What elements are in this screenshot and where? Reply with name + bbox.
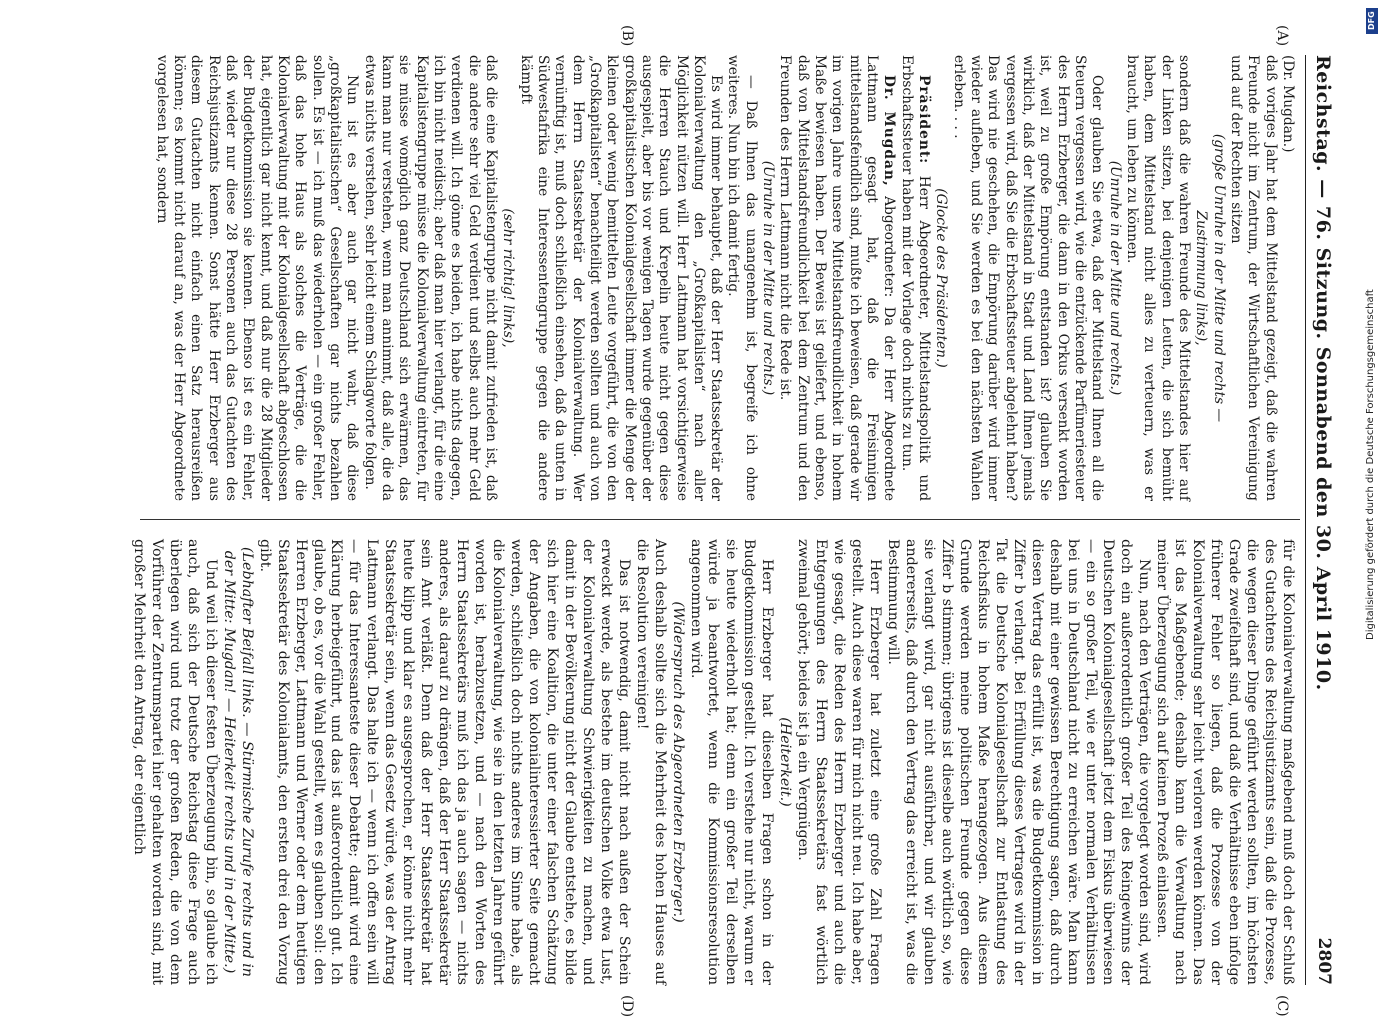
left_column-paragraph <box>360 55 499 501</box>
right_column-paragraph <box>1152 539 1296 985</box>
left_column-paragraph <box>1227 55 1279 501</box>
right_column-paragraph <box>255 539 632 985</box>
margin-marker-c: (C) <box>1274 995 1290 1017</box>
paragraph-text: Nun, nach den Verträgen, die vorgelegt worden sind, wird doch ein außerordentlich großer Teil des Reingewinns der Deutschen Kolonialgesellschaft jetzt dem Fiskus überwiesen — ein so großer Teil, wie er unter normalen Verhältnissen bei uns in Deutschland nicht zu erreichen wäre. Man kann deshalb mit einer gewissen Berechtigung sagen, daß durch diesen Vertrag das erfüllt ist, was die Budgetkommission in Ziffer b verlangt. Bei Erfüllung dieses Vertrages wird in der Tat die Deutsche Kolonialgesellschaft zur Entlastung des Reichsfiskus in hohem Maße herangezogen. Aus diesem Grunde werden meine politischen Freunde gegen diese Ziffer b stimmen; übrigens ist dieselbe auch wörtlich so, wie sie verlangt wird, gar nicht ausführbar, und wir glauben andererseits, daß durch den Vertrag das erreicht ist, was die Bestimmung will. <box>885 539 1153 985</box>
paragraph-text: Herr Erzberger hat dieselben Fragen schon in der Budgetkommission gestellt. Ich verstehe nur nicht, warum er sie heute wiederholt hat; denn ein großer Teil derselben würde ja beantwortet, wenn die Kommissionsresolution angenommen wird. <box>687 539 776 985</box>
paragraph-text: (Unruhe in der Mitte und rechts.) <box>1106 160 1123 396</box>
paragraph-text: daß voriges Jahr hat dem Mittelstand gezeigt, daß die wahren Freunde nicht im Zentrum, der Wirtschaftlichen Vereinigung und auf der Rechten sitzen <box>1228 55 1279 501</box>
margin-marker-d: (D) <box>619 995 635 1017</box>
paragraph-text: sondern daß die wahren Freunde des Mittelstandes hier auf der Linken sitzen, bei denjenigen Leuten, die sich bemüht haben, dem Mittelstand nicht alles zu verteuern, was er braucht, um leben zu können. <box>1124 55 1193 501</box>
paragraph-text: Herr Erzberger hat zuletzt eine große Zahl Fragen gestellt. Auch diese waren für mich nicht neu. Ich habe aber, wie gesagt, die Reden des Herrn Erzberger und auch die Entgegnungen des Herrn Staatssekretärs fast wörtlich zweimal gehört; beides ist ja ein Vergnügen. <box>795 539 884 985</box>
left_column-paragraph <box>949 55 1105 501</box>
paragraph-text: Herr Abgeordneter, Mittelstandspolitik und Erbschaftssteuer haben mit der Vorlage doch nichts zu tun. <box>898 55 933 501</box>
margin-marker-b: (B) <box>619 25 635 47</box>
paragraph-text: (Heiterkeit.) <box>777 717 794 807</box>
left_column-paragraph <box>776 55 897 501</box>
speaker-name: Präsident: <box>916 75 933 165</box>
paragraph-text: (große Unruhe in der Mitte und rechts — <box>1210 133 1227 423</box>
speaker-name: Dr. Mugdan, <box>881 75 898 187</box>
paragraph-text: (Unruhe in der Mitte und rechts.) <box>760 160 777 396</box>
paragraph-text: Und weil ich dieser festen Überzeugung bin, so glaube ich auch, daß sich der Deutsche Reichstag diese Frage auch überlegen wird und trotz der großen Reden, die von dem Vorführer der Zentrumspartei hier gehalten worden sind, mit großer Mehrheit den Antrag, der eigentlich <box>131 539 219 985</box>
left_column-paragraph <box>724 55 759 501</box>
paragraph-text: (Dr. Mugdan.) <box>1280 55 1296 153</box>
paragraph-text: für die Kolonialverwaltung maßgebend muß doch der Schluß des Gutachtens des Reichsjustizamts sein, daß die Prozesse, die wegen dieser Dinge geführt werden sollten, im höchsten Grade zweifelhaft sind, und daß die Verhältnisse eben infolge früherer Fehler so liegen, daß die Prozesse von der Kolonialverwaltung sehr leicht verloren werden können. Das ist das Maßgebende; deshalb kann die Verwaltung nach meiner Überzeugung sich auf keinen Prozeß einlassen. <box>1154 539 1296 985</box>
dfg-notice: Digitalisierung gefördert durch die Deutsche Forschungsgemeinschaft <box>1365 289 1376 640</box>
paragraph-text: Oder glauben Sie etwa, daß der Mittelstand Ihnen all die Steuern vergessen wird, wie die entzückende Parfümeriesteuer des Herrn Erzberger, die dann in den Orkus versenkt worden ist, weil zu große Empörung entstanden ist? glauben Sie wirklich, daß der Mittelstand in Stadt und Land Ihnen jemals vergessen wird, daß Sie die Erbschaftssteuer abgelehnt haben? Das wird nie geschehen, die Empörung darüber wird immer wieder aufleben, und Sie werden es bei den nächsten Wahlen erleben. . . . <box>950 55 1106 501</box>
dfg-logo: DFG <box>1366 8 1378 34</box>
right-column <box>129 539 1296 985</box>
right_column-paragraph <box>883 539 1152 985</box>
left_column-paragraph <box>1192 55 1209 501</box>
rotated-page <box>100 25 1340 1017</box>
paragraph-text: Das ist notwendig, damit nicht nach außen der Schein erweckt werde, als bestehe im deutschen Volke etwa Lust, der Kolonialverwaltung Schwierigkeiten zu machen, und damit in der Bevölkerung nicht der Glaube entstehe, es bilde sich hier eine Koalition, die unter einer falschen Schätzung der Angaben, die von kolonialinteressierter Seite gemacht werden, schließlich doch nichts anderes im Sinne habe, als die Kolonialverwaltung, wie sie in den letzten Jahren geführt worden ist, herabzusetzen, und — nach den Worten des Herrn Staatssekretärs muß ich das ja auch sagen — nichts anderes, als darauf zu drängen, daß der Herr Staatssekretär sein Amt verläßt. Denn daß der Herr Staatssekretär hat heute klipp und klar es ausgesprochen, er könne nicht mehr Staatssekretär sein, wenn das Gesetz würde, was der Antrag Lattmann verlangt. Das halte ich — wenn ich offen sein will — für das Interessanteste dieser Debatte; damit wird eine Klärung herbeigeführt, und das ist außerordentlich gut. Ich glaube, ob es, vor die Wahl gestellt, wem es glauben soll: den Herren Erzberger, Lattmann und Werner oder dem heutigen Staatssekretär des Kolonialamts, den ersten drei den Vorzug gibt. <box>256 539 632 985</box>
left_column-paragraph <box>1209 55 1226 501</box>
paragraph-text: Auch deshalb sollte sich die Mehrheit des hohen Hauses auf die Resolution vereinigen! <box>633 539 668 985</box>
paragraph-text: Es wird immer behauptet, daß der Herr Staatssekretär der Kolonialverwaltung den „Großkapitalisten“ nach aller Möglichkeit nützen will. Herr Lattmann hat vorsichtigerweise die Herren Stauch und Krepelin heute nicht gegen diese ausgespielt, aber bis vor wenigen Tagen wurde gegenüber der großkapitalistischen Kolonialgesellschaft immer die Menge der kleinen oder wenig bemittelten Leute vorgeführt, die von den „Großkapitalisten“ benachteiligt werden sollten und auch von dem Herrn Staatssekretär der Kolonialverwaltung. Wer vernünftig ist, muß doch schließlich einsehen, daß da unten in Südwestafrika eine Interessentengruppe gegen die andere kämpft <box>517 55 725 501</box>
left_column-paragraph <box>499 55 516 501</box>
right_column-paragraph <box>632 539 668 985</box>
left_column-paragraph <box>932 55 949 501</box>
paragraph-text: (Glocke des Präsidenten.) <box>933 188 950 368</box>
header-title: Reichstag. — 76. Sitzung. Sonnabend den 30. April 1910. <box>1312 55 1334 691</box>
left_column-paragraph <box>1105 55 1122 501</box>
right_column-paragraph <box>775 539 793 985</box>
paragraph-text: (sehr richtig! links), <box>500 208 517 348</box>
paragraph-text: (Widerspruch des Abgeordneten Erzberger.) <box>669 601 686 923</box>
margin-marker-a: (A) <box>1274 25 1290 47</box>
left_column-paragraph <box>897 55 932 501</box>
left_column-paragraph <box>759 55 776 501</box>
paragraph-text: (Lebhafter Beifall links. — Stürmische Zurufe rechts und in der Mitte: Mugdan! — Heiterkeit rechts und in der Mitte.) <box>220 547 255 977</box>
left_column-paragraph <box>152 55 360 501</box>
right_column-paragraph <box>129 539 219 985</box>
paragraph-text: — Daß Ihnen das unangenehm ist, begreife ich ohne weiteres. Nun bin ich damit fertig. <box>725 55 759 501</box>
left_column-paragraph <box>1279 55 1296 501</box>
right_column-paragraph <box>668 539 686 985</box>
right_column-paragraph <box>219 539 255 985</box>
page-number: 2807 <box>1314 937 1334 985</box>
right_column-paragraph <box>686 539 776 985</box>
left-column <box>152 55 1296 501</box>
column-divider <box>140 519 1300 520</box>
left_column-paragraph <box>1123 55 1192 501</box>
paragraph-text: Zustimmung links), <box>1193 210 1210 346</box>
left_column-paragraph <box>516 55 724 501</box>
paragraph-text: Abgeordneter: Da der Herr Abgeordnete Lattmann gesagt hat, daß die Freisinnigen mittelstandsfeindlich sind, mußte ich beweisen, daß gerade wir im vorigen Jahre unsere Mittelstandsfreundlichkeit in hohem Maße bewiesen haben. Der Beweis ist geliefert, und ebenso, daß von Mittelstandsfreundlichkeit bei dem Zentrum und den Freunden des Herrn Lattmann nicht die Rede ist. <box>777 55 898 501</box>
paragraph-text: Nun ist es aber auch gar nicht wahr, daß diese „großkapitalistischen“ Gesellschaften gar nichts bezahlen sollen. Es ist — ich muß das wiederholen — ein großer Fehler, daß das hohe Haus als solches die Verträge, die die Kolonialverwaltung mit der Kolonialgesellschaft abgeschlossen hat, eigentlich gar nicht kennt, und daß nur die 28 Mitglieder der Budgetkommission sie kennen. Ebenso ist es ein Fehler, daß wieder nur diese 28 Personen auch das Gutachten des Reichsjustizamts kennen. Sonst hätte Herr Erzberger aus diesem Gutachten nicht einfach einen Satz herausreißen können; es kommt nicht darauf an, was der Herr Abgeordnete vorgelesen hat, sondern <box>153 55 361 501</box>
page-header <box>1305 55 1340 985</box>
paragraph-text: daß die eine Kapitalistengruppe nicht damit zufrieden ist, daß die andere sehr viel Geld verdient und selbst auch mehr Geld verdienen will. Ich gönne es beiden, ich habe nichts dagegen, ich bin nicht neidisch; aber daß man hier verlangt, für die eine Kapitalistengruppe müsse die Kolonialverwaltung eintreten, für sie müsse womöglich ganz Deutschland sich erwärmen, das kann man nur verstehen, wenn man annimmt, daß alle, die da etwas nichts verstehen, sehr leicht einem Schlagworte folgen. <box>361 55 499 501</box>
right_column-paragraph <box>793 539 883 985</box>
